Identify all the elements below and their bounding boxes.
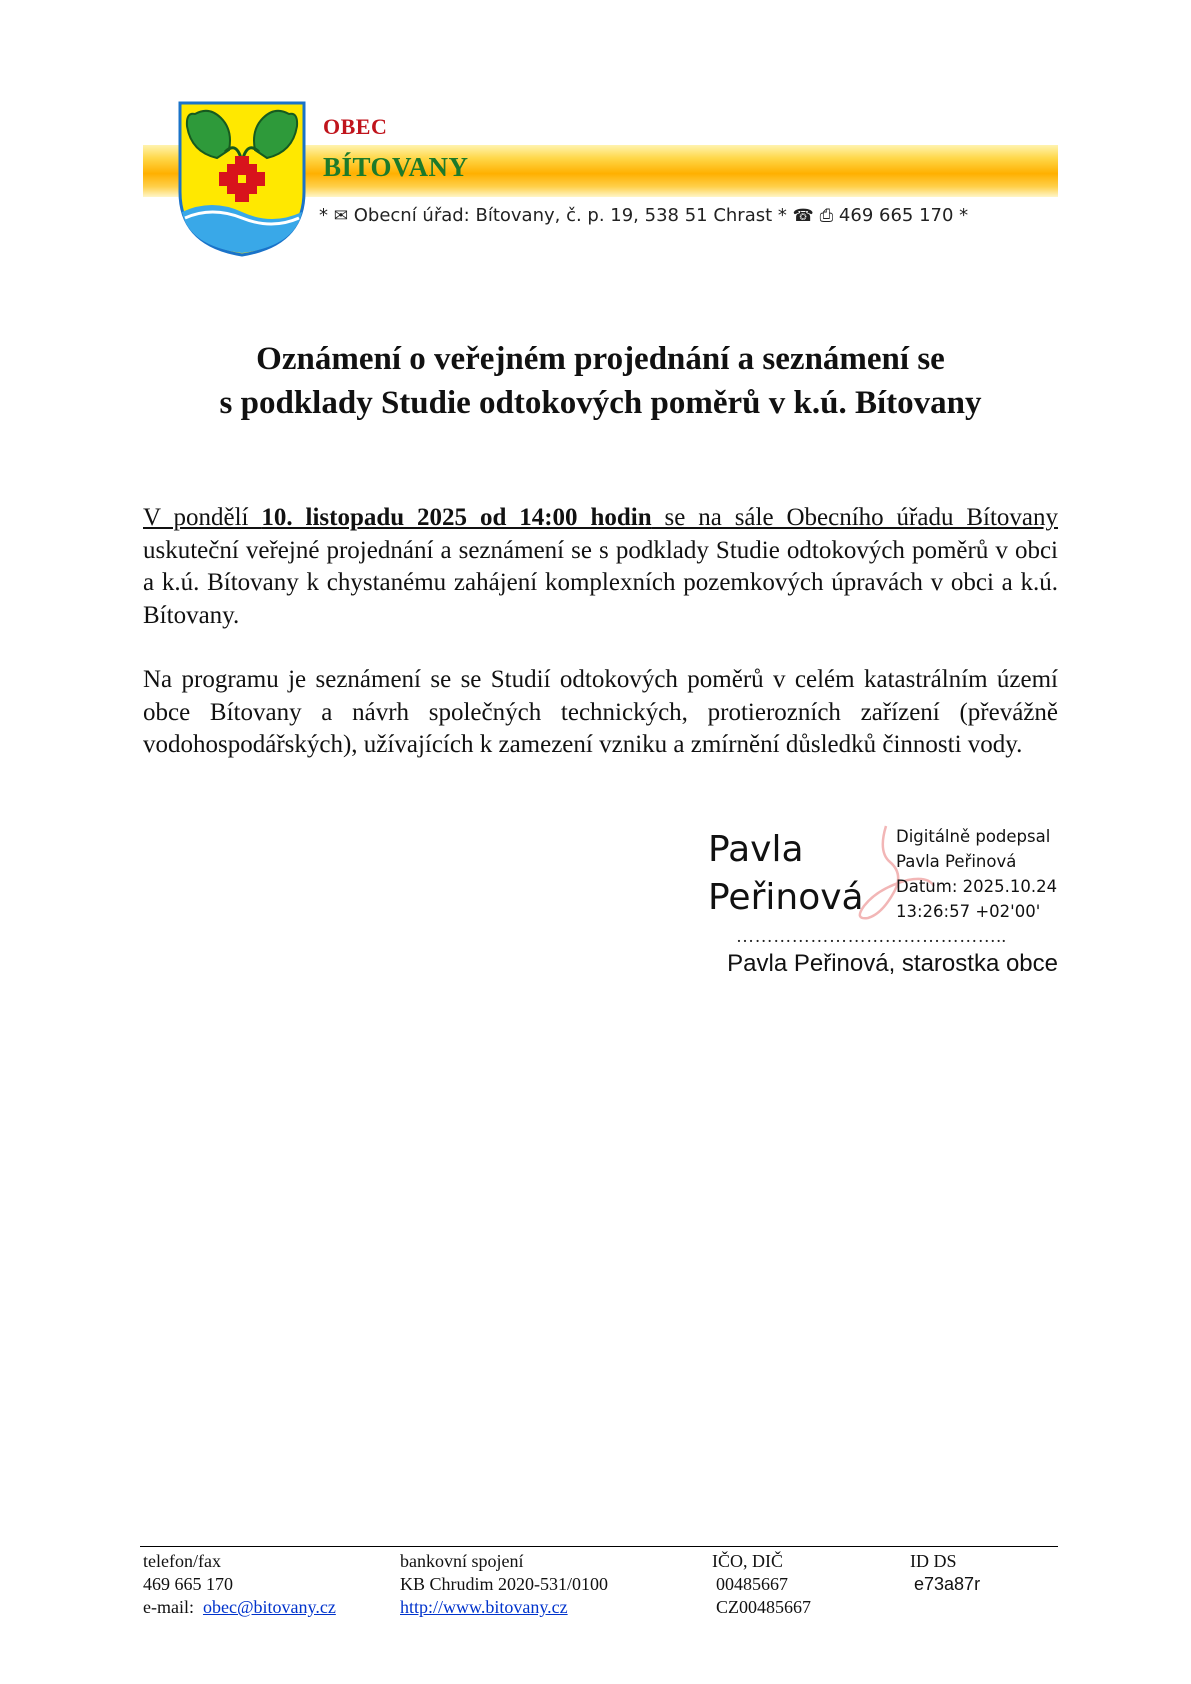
announcement-datetime: 10. listopadu 2025 od 14:00 hodin bbox=[261, 504, 652, 531]
phone-icon: ☎ bbox=[792, 206, 814, 226]
header-contact-line bbox=[319, 205, 968, 226]
star-separator: * bbox=[959, 205, 969, 226]
fax-icon: ⎙ bbox=[819, 206, 834, 226]
title-line-1: Oznámení o veřejném projednání a seznámení se bbox=[256, 341, 945, 377]
letterhead bbox=[143, 100, 1058, 260]
contact-address: Obecní úřad: Bítovany, č. p. 19, 538 51 Chrast bbox=[353, 205, 773, 226]
footer-ico-label: IČO, DIČ bbox=[712, 1551, 783, 1571]
envelope-icon: ✉ bbox=[333, 206, 348, 226]
announcement-start: V pondělí bbox=[143, 504, 262, 531]
title-line-2: s podklady Studie odtokových poměrů v k.ú. Bítovany bbox=[219, 385, 982, 421]
footer-dic: CZ00485667 bbox=[716, 1597, 812, 1617]
footer-divider bbox=[140, 1546, 1058, 1547]
contact-phone: 469 665 170 bbox=[838, 205, 954, 226]
star-separator: * bbox=[777, 205, 787, 226]
footer-data-box bbox=[910, 1550, 980, 1596]
signature-info bbox=[896, 824, 1057, 924]
footer-contact bbox=[143, 1550, 336, 1619]
footer-idds: e73a87r bbox=[914, 1574, 981, 1594]
signature-dotted-line: …………………………………….. bbox=[736, 926, 1007, 946]
header-municipality: BÍTOVANY bbox=[323, 152, 469, 182]
announcement-rest: uskuteční veřejné projednání a seznámení se s podklady Studie odtokových poměrů v obci a k.ú. Bítovany k chystanému zahájení komplexních pozemkových úpravách v obci a k.ú. Bítovany. bbox=[143, 536, 1058, 629]
coat-of-arms-icon bbox=[177, 100, 307, 258]
footer-idds-label: ID DS bbox=[910, 1551, 957, 1571]
footer-phone-label: telefon/fax bbox=[143, 1551, 221, 1571]
program-paragraph: Na programu je seznámení se se Studií odtokových poměrů v celém katastrálním území obce Bítovany a návrh společných technických, protierozních zařízení (převážně vodohospodářských), užívajících k zamezení vzniku a zmírnění důsledků činnosti vody. bbox=[143, 666, 1058, 758]
signature-label: Digitálně podepsal bbox=[896, 827, 1051, 846]
footer-bank bbox=[400, 1550, 608, 1619]
signature-last-name: Peřinová bbox=[708, 877, 864, 918]
footer-bank-account: KB Chrudim 2020-531/0100 bbox=[400, 1574, 609, 1594]
announcement-venue: se na sále Obecního úřadu Bítovany bbox=[651, 504, 1058, 531]
signature-signer: Pavla Peřinová bbox=[896, 852, 1017, 871]
signature-date: Datum: 2025.10.24 bbox=[896, 877, 1058, 896]
signature-first-name: Pavla bbox=[708, 829, 804, 870]
footer-email-label: e-mail: bbox=[143, 1597, 194, 1617]
footer-website-link[interactable]: http://www.bitovany.cz bbox=[400, 1597, 568, 1617]
footer-ico: 00485667 bbox=[716, 1574, 788, 1594]
footer-phone: 469 665 170 bbox=[143, 1574, 233, 1594]
star-separator: * bbox=[319, 205, 328, 226]
header-obec: OBEC bbox=[323, 114, 388, 139]
page-title bbox=[143, 337, 1058, 425]
footer-email-link[interactable]: obec@bitovany.cz bbox=[202, 1597, 336, 1617]
signature-caption: Pavla Peřinová, starostka obce bbox=[727, 950, 1058, 977]
announcement-paragraph bbox=[143, 502, 1058, 632]
signature-time: 13:26:57 +02'00' bbox=[896, 902, 1041, 921]
footer-ids bbox=[712, 1550, 811, 1619]
footer-bank-label: bankovní spojení bbox=[400, 1551, 524, 1571]
